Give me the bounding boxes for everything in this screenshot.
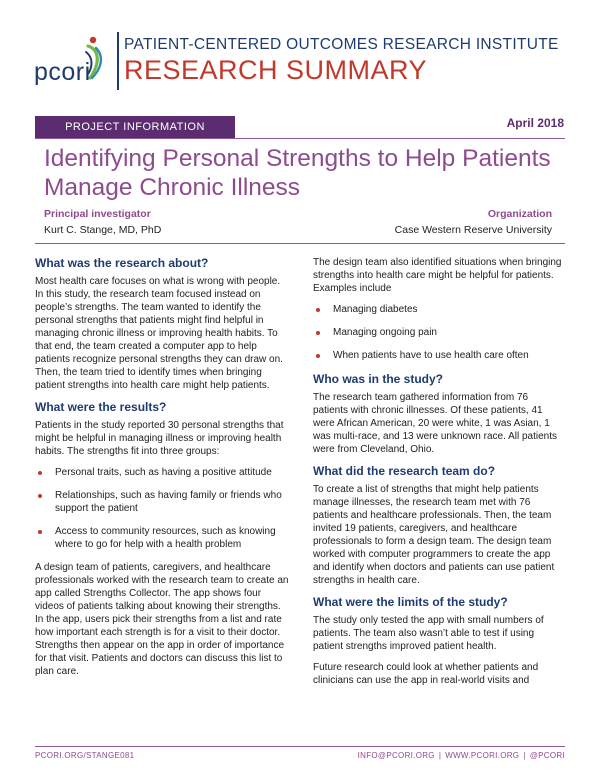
section-heading: What did the research team do? — [313, 464, 496, 478]
section-body: To create a list of strengths that might help patients manage illnesses, the research team met with 76 patients and healthcare professionals. Then, the team invited 19 patients, caregivers, and healthcare professionals to form a design team. The design team worked with computer programmers to create the app and identify when doctors and patients can use patient strengths in health care. — [313, 484, 555, 586]
list-item-text: Relationships, such as having family or friends who support the patient — [55, 490, 282, 514]
organization-label: Organization — [487, 208, 552, 220]
organization-value: Case Western Reserve University — [394, 224, 552, 236]
org-name: PATIENT-CENTERED OUTCOMES RESEARCH INSTITUTE — [124, 36, 559, 53]
header-divider — [117, 32, 119, 90]
left-column — [35, 256, 291, 686]
doc-type-title: RESEARCH SUMMARY — [124, 55, 428, 85]
list-item — [313, 326, 565, 339]
meta-divider — [35, 243, 565, 244]
section-heading: What were the limits of the study? — [313, 595, 508, 609]
list-item — [313, 303, 565, 316]
section-heading: Who was in the study? — [313, 372, 444, 386]
project-divider — [35, 138, 565, 139]
list-item-text: Managing ongoing pain — [333, 327, 437, 338]
section-body: Most health care focuses on what is wrong with people. In this study, the research team focused instead on people’s strengths. The team wanted to identify the personal strengths that patients might find helpful in managing chronic illness or improving health habits. To that end, the team created a computer app to help patients recognize personal strengths they can draw on. Then, the team tried to identify times when bringing patient strengths into health care might help patients. — [35, 276, 283, 391]
footer-email-link[interactable]: INFO@PCORI.ORG — [357, 751, 435, 760]
list-item-text: Access to community resources, such as knowing where to go for help with a health problem — [55, 526, 276, 550]
footer-separator: | — [523, 751, 526, 760]
section-body: The study only tested the app with small numbers of patients. The team also wasn’t able to test if using patient strengths improved patient health. — [313, 615, 544, 652]
section-limits — [313, 595, 565, 687]
section-heading: What were the results? — [35, 400, 167, 414]
summary-title: Identifying Personal Strengths to Help Patients Manage Chronic Illness — [44, 145, 551, 201]
project-date: April 2018 — [506, 116, 564, 130]
section-heading: What was the research about? — [35, 256, 209, 270]
footer-url[interactable]: PCORI.ORG/STANGE081 — [35, 751, 135, 760]
bullet-icon — [38, 494, 42, 498]
pi-label: Principal investigator — [44, 208, 151, 220]
results-bullet-list — [35, 466, 291, 551]
list-item — [313, 349, 565, 362]
section-who-in-study — [313, 372, 565, 456]
section-what-team-did — [313, 464, 565, 587]
section-research-about — [35, 256, 291, 392]
section-body: The design team also identified situations when bringing strengths into health care might be helpful for patients. Examples include — [313, 257, 562, 294]
footer-site-link[interactable]: WWW.PCORI.ORG — [445, 751, 520, 760]
footer-contact — [358, 751, 565, 760]
section-body: The research team gathered information from 76 patients with chronic illnesses. Of these patients, 41 were African American, 20 were white, 1 was Asian, 1 was multi-race, and 13 were unknown race. All patients were from Cleveland, Ohio. — [313, 392, 558, 455]
section-body: A design team of patients, caregivers, and healthcare professionals worked with the research team to create an app called Strengths Collector. The app shows four videos of patients talking about knowing their strengths. In the app, users pick their strengths from a list and rate how important each strength is for a visit to their doctor. Strengths then appear on the app in order of importance for that visit. Patients and doctors can discuss this list to plan care. — [35, 562, 289, 677]
bullet-icon — [316, 354, 320, 358]
footer-divider — [35, 746, 565, 747]
list-item-text: When patients have to use health care often — [333, 350, 529, 361]
logo-head-icon — [90, 37, 96, 43]
bullet-icon — [316, 308, 320, 312]
list-item — [35, 466, 291, 479]
bullet-icon — [316, 331, 320, 335]
section-body: Future research could look at whether patients and clinicians can use the app in real-world visits and — [313, 662, 539, 686]
pi-name: Kurt C. Stange, MD, PhD — [44, 224, 162, 236]
footer-separator: | — [438, 751, 442, 760]
list-item — [35, 489, 291, 515]
logo-wordmark: pcori — [34, 58, 91, 86]
bullet-icon — [38, 471, 42, 475]
section-body: Patients in the study reported 30 personal strengths that might be helpful in managing illness or improving health habits. The strengths fit into three groups: — [35, 420, 284, 457]
list-item — [35, 525, 291, 551]
bullet-icon — [38, 530, 42, 534]
section-results — [35, 400, 291, 678]
examples-bullet-list — [313, 303, 565, 362]
footer-social-link[interactable]: @PCORI — [529, 751, 565, 760]
list-item-text: Personal traits, such as having a positive attitude — [55, 467, 272, 478]
project-info-tag: PROJECT INFORMATION — [35, 116, 235, 138]
right-column — [313, 256, 565, 695]
list-item-text: Managing diabetes — [333, 304, 418, 315]
